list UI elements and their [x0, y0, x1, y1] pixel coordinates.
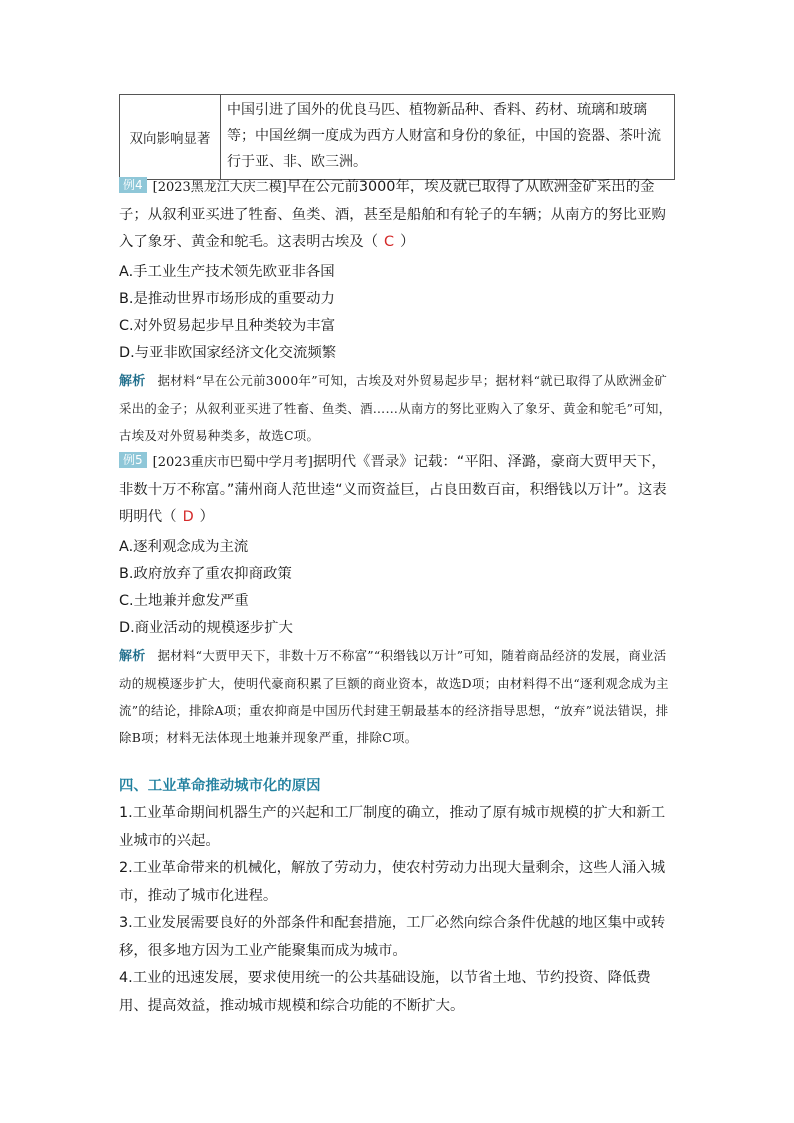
example-4-answer: C [384, 234, 395, 250]
example-4-stem-text: 早在公元前3000年，埃及就已取得了从欧洲金矿采出的金子；从叙利亚买进了牲畜、鱼类、酒，甚至是船舶和有轮子的车辆；从南方的努比亚购入了象牙、黄金和鸵毛。这表明古埃及（ [119, 179, 666, 250]
example-4-explanation-text: 据材料“早在公元前3000年”可知，古埃及对外贸易起步早；据材料“就已取得了从欧洲金矿采出的金子；从叙利亚买进了牲畜、鱼类、酒……从南方的努比亚购入了象牙、黄金和鸵毛”可知，古埃及对外贸易种类多，故选C项。 [119, 372, 672, 443]
section-4-item-4: 4.工业的迅速发展，要求使用统一的公共基础设施，以节省土地、节约投资、降低费用、提高效益，推动城市规模和综合功能的不断扩大。 [119, 970, 651, 1014]
example-5-explanation-text: 据材料“大贾甲天下，非数十万不称富”“积缗钱以万计”可知，随着商品经济的发展，商业活动的规模逐步扩大，使明代豪商积累了巨额的商业资本，故选D项；由材料得不出“逐利观念成为主流”的结论，排除A项；重农抑商是中国历代封建王朝最基本的经济指导思想，“放弃”说法错误，排除B项；材料无法体现土地兼并现象严重，排除C项。 [119, 647, 669, 745]
example-5 [119, 449, 675, 751]
example-4-explanation [119, 367, 675, 449]
example-4-options [119, 259, 675, 367]
table-row [120, 95, 675, 180]
example-5-options [119, 534, 675, 642]
example-5-option-a: A.逐利观念成为主流 [119, 538, 249, 555]
section-4-item-3: 3.工业发展需要良好的外部条件和配套措施，工厂必然向综合条件优越的地区集中或转移，很多地方因为工业产能聚集而成为城市。 [119, 915, 666, 959]
example-4-option-b: B.是推动世界市场形成的重要动力 [119, 290, 335, 307]
example-5-tag: 例5 [119, 452, 147, 468]
example-5-answer: D [182, 509, 194, 525]
example-5-stem-close: ） [199, 509, 215, 525]
example-4-option-a: A.手工业生产技术领先欧亚非各国 [119, 263, 335, 280]
example-5-option-c: C.土地兼并愈发严重 [119, 592, 249, 609]
table-row-content: 中国引进了国外的优良马匹、植物新品种、香料、药材、琉璃和玻璃等；中国丝绸一度成为西方人财富和身份的象征，中国的瓷器、茶叶流行于亚、非、欧三洲。 [221, 95, 675, 180]
example-4-explanation-label: 解析 [119, 373, 146, 389]
section-4 [119, 773, 675, 1020]
example-4-stem-close: ） [400, 234, 415, 250]
example-5-option-b: B.政府放弃了重农抑商政策 [119, 565, 292, 582]
section-4-title: 四、工业革命推动城市化的原因 [119, 778, 321, 794]
example-5-stem-text: 据明代《晋录》记载：“平阳、泽潞，豪商大贾甲天下，非数十万不称富。”蒲州商人范世逵“义而资益巨，占良田数百亩，积缗钱以万计”。这表明明代（ [119, 454, 667, 525]
example-5-source: [2023重庆市巴蜀中学月考] [152, 455, 313, 470]
example-4-option-d: D.与亚非欧国家经济文化交流频繁 [119, 344, 337, 361]
example-5-stem [119, 449, 675, 532]
example-5-explanation [119, 642, 675, 751]
section-4-item-2: 2.工业革命带来的机械化，解放了劳动力，使农村劳动力出现大量剩余，这些人涌入城市，推动了城市化进程。 [119, 860, 666, 904]
example-4-stem [119, 174, 675, 257]
example-4-option-c: C.对外贸易起步早且种类较为丰富 [119, 317, 336, 334]
section-4-item-1: 1.工业革命期间机器生产的兴起和工厂制度的确立，推动了原有城市规模的扩大和新工业城市的兴起。 [119, 805, 666, 849]
example-4-tag: 例4 [119, 177, 147, 193]
example-4-source: [2023黑龙江大庆二模] [152, 180, 287, 195]
example-4 [119, 174, 675, 449]
table-row-label: 双向影响显著 [120, 95, 221, 180]
summary-table [119, 94, 675, 180]
example-5-explanation-label: 解析 [119, 648, 146, 664]
example-5-option-d: D.商业活动的规模逐步扩大 [119, 619, 293, 636]
